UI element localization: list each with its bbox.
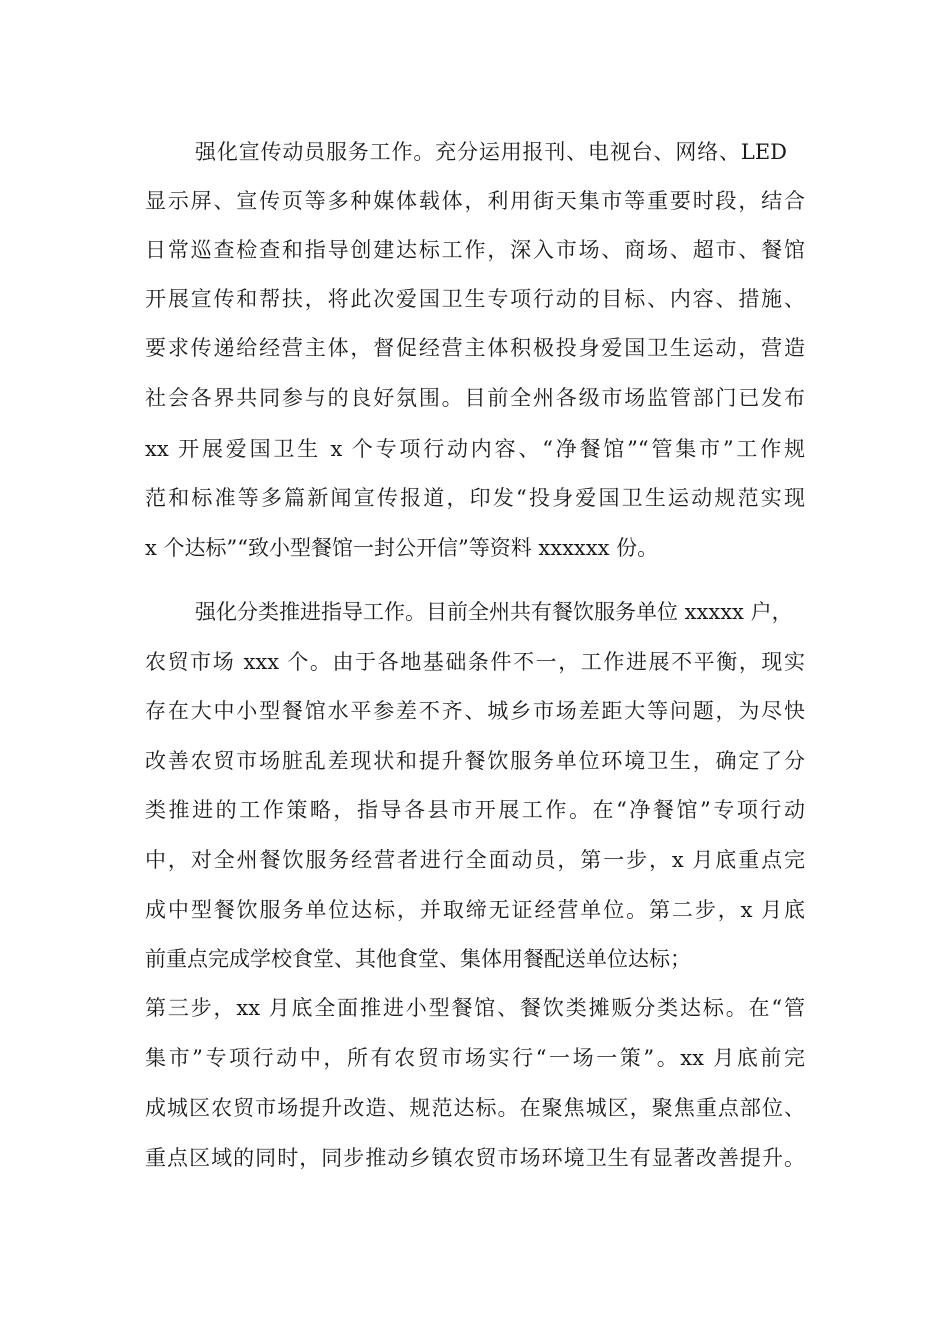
text-line: 显示屏、宣传页等多种媒体载体，利用街天集市等重要时段，结合 [145,189,805,213]
text-line: 存在大中小型餐馆水平参差不齐、城乡市场差距大等问题，为尽快 [145,699,805,723]
text-line: 第三步，xx 月底全面推进小型餐馆、餐饮类摊贩分类达标。在“管 [145,996,805,1020]
text-line: 类推进的工作策略，指导各县市开展工作。在“净餐馆”专项行动 [145,798,805,822]
text-line: 日常巡查检查和指导创建达标工作，深入市场、商场、超市、餐馆 [145,238,805,262]
text-line: 要求传递给经营主体，督促经营主体积极投身爱国卫生运动，营造 [145,336,805,360]
text-line: x 个达标”“致小型餐馆一封公开信”等资料 xxxxxx 份。 [145,536,659,560]
text-line: 农贸市场 xxx 个。由于各地基础条件不一，工作进展不平衡，现实 [145,650,805,674]
text-line: 强化分类推进指导工作。目前全州共有餐饮服务单位 xxxxx 户， [195,600,793,624]
text-line: xx 开展爱国卫生 x 个专项行动内容、“净餐馆”“管集市”工作规 [145,437,805,461]
text-line: 强化宣传动员服务工作。充分运用报刊、电视台、网络、LED [195,140,787,164]
text-line: 成中型餐饮服务单位达标，并取缔无证经营单位。第二步，x 月底 [145,898,805,922]
text-line: 集市”专项行动中，所有农贸市场实行“一场一策”。xx 月底前完 [145,1046,805,1070]
text-line: 社会各界共同参与的良好氛围。目前全州各级市场监管部门已发布 [145,386,805,410]
text-line: 中，对全州餐饮服务经营者进行全面动员，第一步，x 月底重点完 [145,848,805,872]
text-line: 重点区域的同时，同步推动乡镇农贸市场环境卫生有显著改善提升。 [145,1146,805,1170]
text-line: 开展宣传和帮扶，将此次爱国卫生专项行动的目标、内容、措施、 [145,287,805,311]
text-line: 改善农贸市场脏乱差现状和提升餐饮服务单位环境卫生，确定了分 [145,749,805,773]
text-line: 前重点完成学校食堂、其他食堂、集体用餐配送单位达标； [145,947,691,971]
text-line: 范和标准等多篇新闻宣传报道，印发“投身爱国卫生运动规范实现 [145,486,805,510]
text-line: 成城区农贸市场提升改造、规范达标。在聚焦城区，聚焦重点部位、 [145,1096,805,1120]
